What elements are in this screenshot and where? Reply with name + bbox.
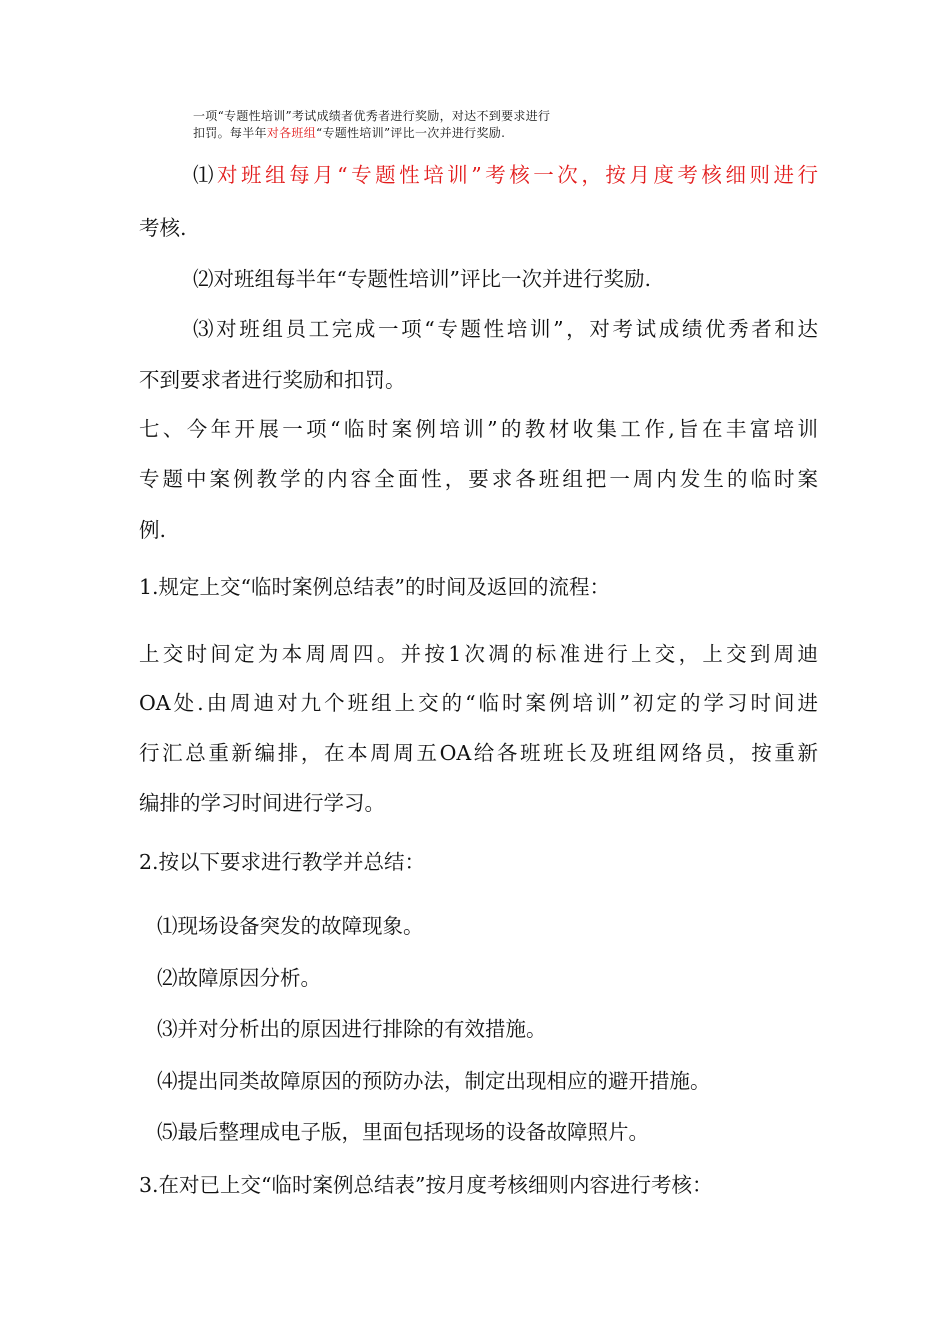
sub-1-line-3: 行汇总重新编排，在本周周五OA给各班班长及班组网络员，按重新 [139,741,818,765]
header-note-text-a: 扣罚。每半年 [193,126,267,140]
sub-2-item-4: ⑷提出同类故障原因的预防办法，制定出现相应的避开措施。 [157,1069,711,1093]
sub-1-line-2: OA处.由周迪对九个班组上交的“临时案例培训”初定的学习时间进 [139,691,818,715]
header-note-line-2 [193,126,505,141]
sub-2-item-1: ⑴现场设备突发的故障现象。 [157,914,424,938]
sub-2-item-2: ⑵故障原因分析。 [157,966,321,990]
item-1-highlight: 对班组每月“专题性培训”考核一次，按月度考核细则进行 [217,163,819,187]
item-3-line-2: 不到要求者进行奖励和扣罚。 [139,368,406,392]
item-1-line-1 [193,162,818,188]
header-note-highlight: 对各班组 [266,126,317,140]
item-3-line-1: ⑶对班组员工完成一项“专题性培训”，对考试成绩优秀者和达 [193,317,818,341]
sub-1-heading: 1.规定上交“临时案例总结表”的时间及返回的流程： [139,575,611,599]
section-7-line-1: 七、今年开展一项“临时案例培训”的教材收集工作,旨在丰富培训 [139,417,818,441]
sub-2-heading: 2.按以下要求进行教学并总结： [139,850,426,874]
section-7-line-2: 专题中案例教学的内容全面性，要求各班组把一周内发生的临时案 [139,467,818,491]
section-7-line-3: 例. [139,518,167,542]
sub-3-heading: 3.在对已上交“临时案例总结表”按月度考核细则内容进行考核： [139,1173,713,1197]
sub-2-item-3: ⑶并对分析出的原因进行排除的有效措施。 [157,1017,547,1041]
header-note-line-1: 一项“专题性培训”考试成绩者优秀者进行奖励，对达不到要求进行 [193,109,551,123]
header-note-text-b: “专题性培训”评比一次并进行奖励. [316,126,506,140]
item-2: ⑵对班组每半年“专题性培训”评比一次并进行奖励. [193,267,651,291]
item-1-number: ⑴ [193,163,218,187]
item-1-line-2: 考核. [139,216,187,240]
sub-1-line-4: 编排的学习时间进行学习。 [139,791,385,815]
sub-2-item-5: ⑸最后整理成电子版，里面包括现场的设备故障照片。 [157,1120,649,1144]
sub-1-line-1: 上交时间定为本周周四。并按1次凋的标准进行上交，上交到周迪 [139,642,818,666]
